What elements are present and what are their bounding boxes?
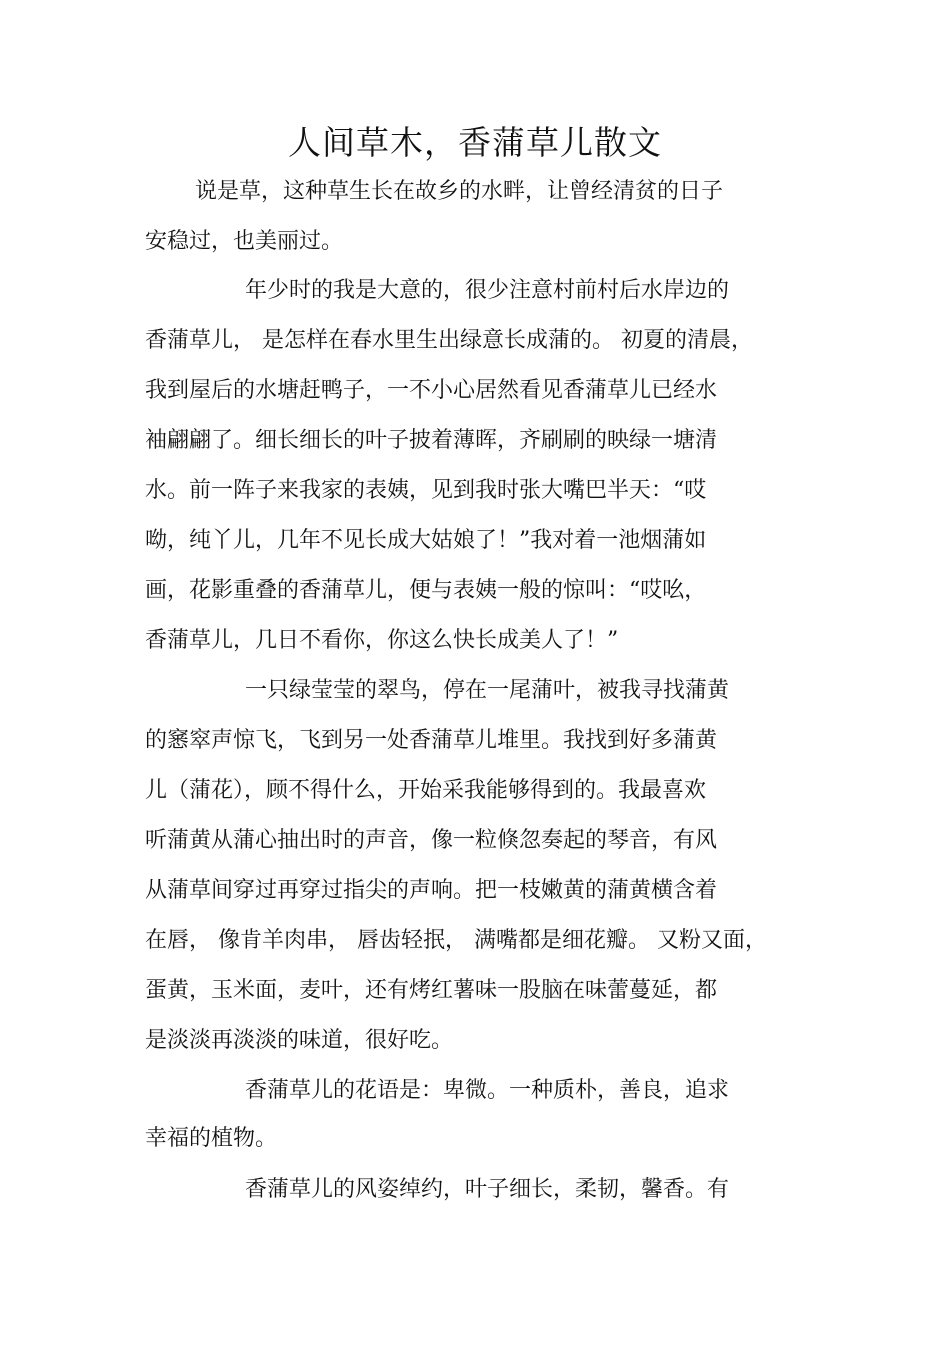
text-line: 从蒲草间穿过再穿过指尖的声响。把一枝嫩黄的蒲黄横含着 bbox=[145, 878, 718, 903]
text-line: 蛋黄，玉米面，麦叶，还有烤红薯味一股脑在味蕾蔓延，都 bbox=[145, 978, 718, 1003]
text-line: 呦，纯丫儿，几年不见长成大姑娘了！”我对着一池烟蒲如 bbox=[145, 528, 707, 553]
text-line: 幸福的植物。 bbox=[145, 1126, 278, 1151]
text-line: 在唇， 像肯羊肉串， 唇齿轻抿， 满嘴都是细花瓣。 又粉又面， bbox=[145, 928, 767, 953]
text-line: 袖翩翩了。细长细长的叶子披着薄晖，齐刷刷的映绿一塘清 bbox=[145, 428, 718, 453]
text-line: 安稳过，也美丽过。 bbox=[145, 229, 344, 254]
text-line: 一只绿莹莹的翠鸟，停在一尾蒲叶，被我寻找蒲黄 bbox=[245, 678, 730, 703]
text-line: 香蒲草儿， 是怎样在春水里生出绿意长成蒲的。 初夏的清晨， bbox=[145, 328, 753, 353]
text-line: 水。前一阵子来我家的表姨，见到我时张大嘴巴半天：“哎 bbox=[145, 478, 707, 503]
text-line: 画，花影重叠的香蒲草儿，便与表姨一般的惊叫：“哎吆， bbox=[145, 578, 707, 603]
text-line: 香蒲草儿的花语是：卑微。一种质朴，善良，追求 bbox=[245, 1078, 730, 1103]
text-line: 说是草，这种草生长在故乡的水畔，让曾经清贫的日子 bbox=[195, 179, 724, 204]
text-line: 香蒲草儿，几日不看你，你这么快长成美人了！” bbox=[145, 628, 619, 653]
text-line: 我到屋后的水塘赶鸭子，一不小心居然看见香蒲草儿已经水 bbox=[145, 378, 718, 403]
text-line: 的窸窣声惊飞，飞到另一处香蒲草儿堆里。我找到好多蒲黄 bbox=[145, 728, 718, 753]
text-line: 香蒲草儿的风姿绰约，叶子细长，柔韧，馨香。有 bbox=[245, 1177, 730, 1202]
document-title: 人间草木，香蒲草儿散文 bbox=[288, 123, 662, 162]
text-line: 听蒲黄从蒲心抽出时的声音，像一粒倏忽奏起的琴音，有风 bbox=[145, 828, 718, 853]
text-line: 是淡淡再淡淡的味道，很好吃。 bbox=[145, 1028, 454, 1053]
text-line: 年少时的我是大意的，很少注意村前村后水岸边的 bbox=[245, 278, 730, 303]
text-line: 儿（蒲花），顾不得什么，开始采我能够得到的。我最喜欢 bbox=[145, 778, 707, 803]
